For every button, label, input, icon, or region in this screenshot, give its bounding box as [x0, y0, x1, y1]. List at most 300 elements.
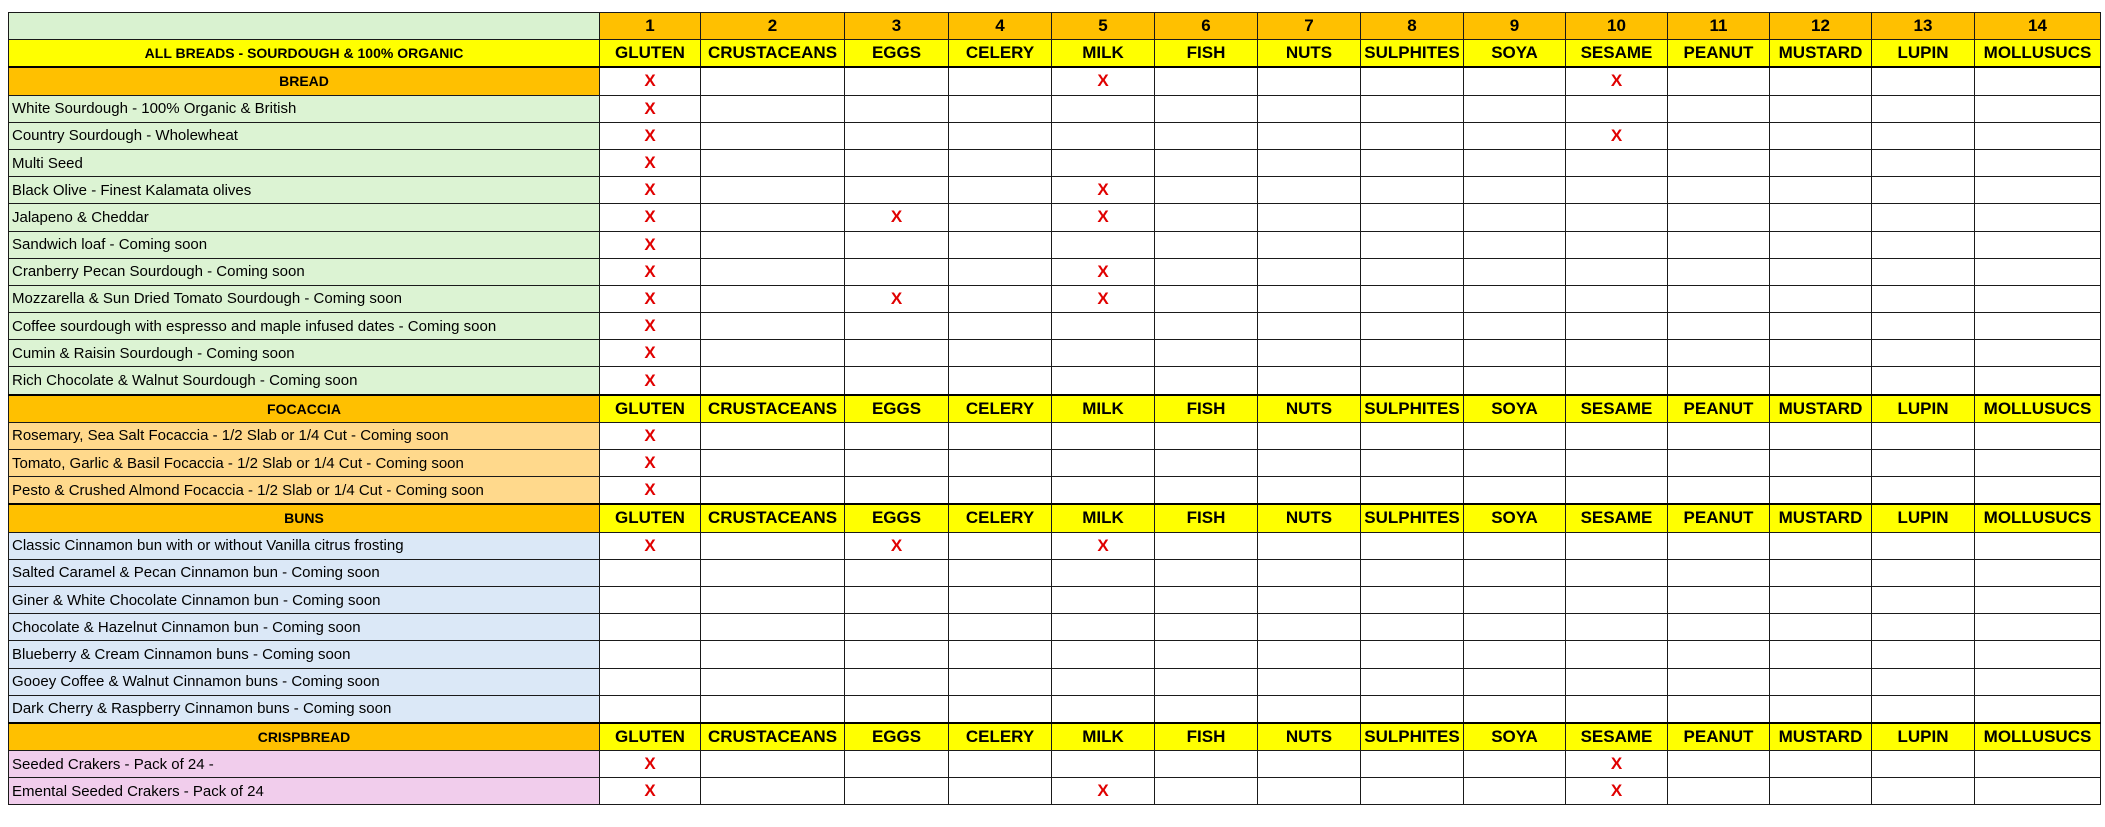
section-header-focaccia — [9, 395, 2101, 423]
allergen-cell — [949, 122, 1052, 149]
allergen-cell — [949, 614, 1052, 641]
allergen-cell — [1872, 751, 1975, 778]
allergen-cell — [701, 641, 845, 668]
allergen-cell — [1258, 450, 1361, 477]
allergen-cell — [1668, 532, 1770, 559]
table-row — [9, 340, 2101, 367]
allergen-cell — [1464, 204, 1566, 231]
allergen-cell — [1975, 67, 2101, 95]
allergen-cell — [1361, 450, 1464, 477]
allergen-cell — [1872, 122, 1975, 149]
allergen-cell — [845, 95, 949, 122]
allergen-number: 4 — [949, 13, 1052, 40]
allergen-header-crustaceans: CRUSTACEANS — [701, 504, 845, 532]
allergen-cell — [1052, 614, 1155, 641]
allergen-cell — [1464, 477, 1566, 505]
allergen-cell — [1464, 122, 1566, 149]
allergen-cell — [1975, 204, 2101, 231]
allergen-cell — [1668, 641, 1770, 668]
allergen-header-mollusucs: MOLLUSUCS — [1975, 40, 2101, 68]
allergen-cell — [949, 177, 1052, 204]
allergen-cell — [1770, 668, 1872, 695]
allergen-cell — [949, 367, 1052, 395]
allergen-cell — [1258, 586, 1361, 613]
allergen-cell — [1155, 695, 1258, 723]
allergen-cell — [1975, 695, 2101, 723]
allergen-cell — [1872, 695, 1975, 723]
allergen-cell — [845, 122, 949, 149]
allergen-cell — [1155, 95, 1258, 122]
allergen-header-eggs: EGGS — [845, 723, 949, 751]
allergen-cell: X — [1566, 67, 1668, 95]
section-header-bread — [9, 67, 2101, 95]
allergen-cell — [1361, 367, 1464, 395]
allergen-cell — [1361, 422, 1464, 449]
allergen-cell — [1668, 559, 1770, 586]
allergen-header-celery: CELERY — [949, 504, 1052, 532]
allergen-cell — [1975, 313, 2101, 340]
table-row — [9, 532, 2101, 559]
allergen-cell — [1872, 285, 1975, 312]
allergen-cell — [1668, 122, 1770, 149]
allergen-cell — [1464, 231, 1566, 258]
allergen-cell — [1872, 450, 1975, 477]
allergen-header-gluten: GLUTEN — [600, 723, 701, 751]
allergen-cell — [1872, 532, 1975, 559]
allergen-cell — [1668, 367, 1770, 395]
allergen-cell — [845, 778, 949, 805]
allergen-cell — [1975, 285, 2101, 312]
allergen-cell — [701, 177, 845, 204]
allergen-cell — [1155, 586, 1258, 613]
allergen-cell: X — [1052, 67, 1155, 95]
allergen-cell — [1975, 122, 2101, 149]
allergen-cell — [701, 614, 845, 641]
allergen-cell — [1668, 149, 1770, 176]
allergen-header-milk: MILK — [1052, 504, 1155, 532]
allergen-cell — [1258, 778, 1361, 805]
allergen-cell: X — [845, 204, 949, 231]
allergen-cell — [949, 313, 1052, 340]
allergen-cell — [1975, 258, 2101, 285]
allergen-cell — [845, 258, 949, 285]
allergen-cell — [1566, 313, 1668, 340]
allergen-cell — [1155, 668, 1258, 695]
allergen-header-nuts: NUTS — [1258, 395, 1361, 423]
allergen-cell — [1155, 340, 1258, 367]
allergen-cell — [701, 751, 845, 778]
allergen-cell — [1258, 67, 1361, 95]
allergen-number: 8 — [1361, 13, 1464, 40]
allergen-cell — [1668, 778, 1770, 805]
allergen-cell — [845, 751, 949, 778]
table-row — [9, 122, 2101, 149]
allergen-cell — [1052, 751, 1155, 778]
allergen-cell — [1464, 614, 1566, 641]
allergen-cell — [845, 668, 949, 695]
allergen-cell — [1566, 367, 1668, 395]
allergen-cell — [701, 778, 845, 805]
allergen-cell — [1361, 586, 1464, 613]
allergen-cell — [949, 532, 1052, 559]
allergen-cell — [1566, 204, 1668, 231]
allergen-cell — [1361, 231, 1464, 258]
allergen-header-fish: FISH — [1155, 395, 1258, 423]
allergen-cell — [1770, 559, 1872, 586]
allergen-header-soya: SOYA — [1464, 395, 1566, 423]
product-name: Rich Chocolate & Walnut Sourdough - Coming soon — [9, 367, 600, 395]
allergen-cell — [1258, 204, 1361, 231]
allergen-cell — [701, 532, 845, 559]
allergen-cell: X — [600, 422, 701, 449]
allergen-cell — [600, 559, 701, 586]
table-row — [9, 586, 2101, 613]
allergen-cell — [1258, 695, 1361, 723]
allergen-cell — [1155, 313, 1258, 340]
allergen-cell — [1566, 641, 1668, 668]
allergen-cell — [1770, 204, 1872, 231]
allergen-number: 7 — [1258, 13, 1361, 40]
allergen-cell — [1464, 532, 1566, 559]
allergen-header-celery: CELERY — [949, 723, 1052, 751]
allergen-cell — [1464, 177, 1566, 204]
product-name: Rosemary, Sea Salt Focaccia - 1/2 Slab or 1/4 Cut - Coming soon — [9, 422, 600, 449]
allergen-cell: X — [600, 95, 701, 122]
allergen-cell — [1872, 559, 1975, 586]
allergen-header-peanut: PEANUT — [1668, 40, 1770, 68]
allergen-number: 9 — [1464, 13, 1566, 40]
allergen-cell — [1361, 122, 1464, 149]
allergen-cell — [1361, 751, 1464, 778]
allergen-cell — [701, 340, 845, 367]
allergen-cell — [845, 695, 949, 723]
allergen-cell: X — [1052, 778, 1155, 805]
allergen-cell — [1872, 778, 1975, 805]
allergen-cell — [1464, 258, 1566, 285]
allergen-number: 10 — [1566, 13, 1668, 40]
allergen-cell — [1770, 122, 1872, 149]
allergen-header-mustard: MUSTARD — [1770, 40, 1872, 68]
allergen-cell — [845, 450, 949, 477]
allergen-cell — [1361, 614, 1464, 641]
allergen-cell — [1668, 231, 1770, 258]
allergen-cell — [1258, 614, 1361, 641]
allergen-cell — [701, 586, 845, 613]
allergen-cell — [1770, 586, 1872, 613]
allergen-header-sulphites: SULPHITES — [1361, 504, 1464, 532]
allergen-cell — [1361, 559, 1464, 586]
allergen-cell — [1052, 477, 1155, 505]
allergen-cell — [1770, 231, 1872, 258]
allergen-cell — [1361, 641, 1464, 668]
allergen-header-milk: MILK — [1052, 40, 1155, 68]
allergen-cell — [1052, 340, 1155, 367]
table-row — [9, 231, 2101, 258]
allergen-cell — [1566, 559, 1668, 586]
product-name: White Sourdough - 100% Organic & British — [9, 95, 600, 122]
allergen-cell — [1770, 285, 1872, 312]
allergen-cell — [1770, 422, 1872, 449]
allergen-cell — [1872, 614, 1975, 641]
allergen-cell — [1566, 231, 1668, 258]
allergen-header-fish: FISH — [1155, 40, 1258, 68]
allergen-cell — [1566, 695, 1668, 723]
allergen-cell — [949, 204, 1052, 231]
allergen-cell — [1361, 285, 1464, 312]
allergen-cell — [1052, 231, 1155, 258]
allergen-cell — [701, 695, 845, 723]
allergen-cell: X — [1052, 285, 1155, 312]
allergen-cell — [1566, 285, 1668, 312]
allergen-cell — [1566, 149, 1668, 176]
table-row — [9, 668, 2101, 695]
allergen-cell — [1872, 231, 1975, 258]
allergen-number: 12 — [1770, 13, 1872, 40]
allergen-cell — [949, 422, 1052, 449]
allergen-cell — [845, 313, 949, 340]
allergen-header-gluten: GLUTEN — [600, 504, 701, 532]
allergen-cell: X — [1052, 532, 1155, 559]
table-row — [9, 285, 2101, 312]
allergen-number: 11 — [1668, 13, 1770, 40]
allergen-cell — [1566, 450, 1668, 477]
allergen-cell — [1464, 422, 1566, 449]
allergen-header-soya: SOYA — [1464, 40, 1566, 68]
allergen-cell: X — [845, 532, 949, 559]
allergen-number: 1 — [600, 13, 701, 40]
allergen-cell — [845, 231, 949, 258]
allergen-cell — [949, 778, 1052, 805]
allergen-cell — [1975, 149, 2101, 176]
product-name: Jalapeno & Cheddar — [9, 204, 600, 231]
allergen-cell — [1975, 95, 2101, 122]
allergen-cell — [1155, 67, 1258, 95]
allergen-cell — [1052, 641, 1155, 668]
allergen-cell — [1155, 149, 1258, 176]
allergen-header-row — [9, 40, 2101, 68]
table-row — [9, 204, 2101, 231]
allergen-cell — [1155, 532, 1258, 559]
allergen-cell — [1052, 122, 1155, 149]
allergen-cell: X — [600, 778, 701, 805]
allergen-cell — [1770, 641, 1872, 668]
allergen-cell — [1258, 177, 1361, 204]
allergen-cell — [701, 668, 845, 695]
allergen-header-fish: FISH — [1155, 723, 1258, 751]
allergen-cell — [701, 122, 845, 149]
allergen-cell: X — [600, 231, 701, 258]
allergen-header-sesame: SESAME — [1566, 40, 1668, 68]
allergen-number: 5 — [1052, 13, 1155, 40]
allergen-cell — [701, 95, 845, 122]
allergen-cell — [949, 149, 1052, 176]
allergen-cell — [1770, 477, 1872, 505]
allergen-header-sesame: SESAME — [1566, 395, 1668, 423]
corner-cell — [9, 13, 600, 40]
allergen-cell — [845, 177, 949, 204]
allergen-cell — [1361, 258, 1464, 285]
allergen-header-mustard: MUSTARD — [1770, 504, 1872, 532]
allergen-cell — [1464, 367, 1566, 395]
product-name: Gooey Coffee & Walnut Cinnamon buns - Coming soon — [9, 668, 600, 695]
allergen-header-soya: SOYA — [1464, 504, 1566, 532]
allergen-cell — [1872, 95, 1975, 122]
allergen-cell — [1464, 340, 1566, 367]
allergen-cell — [1361, 67, 1464, 95]
allergen-cell — [845, 340, 949, 367]
allergen-cell: X — [1052, 258, 1155, 285]
allergen-cell — [701, 367, 845, 395]
allergen-cell — [845, 422, 949, 449]
product-name: Pesto & Crushed Almond Focaccia - 1/2 Slab or 1/4 Cut - Coming soon — [9, 477, 600, 505]
allergen-cell — [1770, 367, 1872, 395]
allergen-header-fish: FISH — [1155, 504, 1258, 532]
allergen-cell — [1361, 778, 1464, 805]
allergen-cell — [949, 559, 1052, 586]
allergen-cell — [1464, 695, 1566, 723]
allergen-header-milk: MILK — [1052, 395, 1155, 423]
allergen-cell — [1770, 67, 1872, 95]
allergen-cell — [1155, 450, 1258, 477]
allergen-cell — [1668, 668, 1770, 695]
allergen-header-nuts: NUTS — [1258, 723, 1361, 751]
allergen-number: 14 — [1975, 13, 2101, 40]
allergen-cell — [1155, 751, 1258, 778]
allergen-cell — [1361, 477, 1464, 505]
allergen-number: 3 — [845, 13, 949, 40]
allergen-cell — [1464, 668, 1566, 695]
allergen-cell — [949, 231, 1052, 258]
allergen-cell — [1464, 285, 1566, 312]
allergen-cell: X — [600, 67, 701, 95]
allergen-cell: X — [1566, 751, 1668, 778]
allergen-cell — [1770, 751, 1872, 778]
table-row — [9, 313, 2101, 340]
allergen-cell — [1464, 149, 1566, 176]
allergen-cell — [1872, 367, 1975, 395]
allergen-header-sulphites: SULPHITES — [1361, 40, 1464, 68]
allergen-cell: X — [600, 313, 701, 340]
product-name: Blueberry & Cream Cinnamon buns - Coming soon — [9, 641, 600, 668]
allergen-cell — [1770, 177, 1872, 204]
allergen-cell — [1566, 95, 1668, 122]
allergen-cell — [701, 149, 845, 176]
section-title: BUNS — [9, 504, 600, 532]
allergen-cell — [845, 586, 949, 613]
allergen-cell — [1258, 149, 1361, 176]
allergen-cell — [949, 67, 1052, 95]
allergen-cell — [1361, 204, 1464, 231]
allergen-cell: X — [600, 367, 701, 395]
allergen-cell — [600, 586, 701, 613]
table-row — [9, 367, 2101, 395]
allergen-cell — [1975, 751, 2101, 778]
allergen-cell — [1566, 258, 1668, 285]
allergen-cell — [949, 586, 1052, 613]
product-name: Coffee sourdough with espresso and maple infused dates - Coming soon — [9, 313, 600, 340]
allergen-cell — [1668, 258, 1770, 285]
allergen-header-lupin: LUPIN — [1872, 40, 1975, 68]
table-row — [9, 422, 2101, 449]
allergen-cell — [1975, 668, 2101, 695]
allergen-number: 13 — [1872, 13, 1975, 40]
allergen-header-sulphites: SULPHITES — [1361, 723, 1464, 751]
allergen-header-crustaceans: CRUSTACEANS — [701, 395, 845, 423]
allergen-cell — [1668, 204, 1770, 231]
allergen-cell — [1872, 641, 1975, 668]
allergen-header-soya: SOYA — [1464, 723, 1566, 751]
allergen-cell — [1872, 149, 1975, 176]
allergen-cell — [1052, 586, 1155, 613]
allergen-header-mustard: MUSTARD — [1770, 723, 1872, 751]
allergen-cell — [949, 668, 1052, 695]
allergen-cell — [1975, 614, 2101, 641]
table-row — [9, 559, 2101, 586]
allergen-cell — [1770, 532, 1872, 559]
allergen-cell — [1361, 668, 1464, 695]
allergen-cell — [600, 668, 701, 695]
allergen-cell — [949, 340, 1052, 367]
allergen-header-sulphites: SULPHITES — [1361, 395, 1464, 423]
allergen-cell — [1052, 367, 1155, 395]
allergen-cell — [1975, 477, 2101, 505]
allergen-cell — [1155, 367, 1258, 395]
allergen-cell: X — [600, 177, 701, 204]
allergen-cell — [1258, 477, 1361, 505]
allergen-header-crustaceans: CRUSTACEANS — [701, 40, 845, 68]
product-name: Black Olive - Finest Kalamata olives — [9, 177, 600, 204]
allergen-header-lupin: LUPIN — [1872, 395, 1975, 423]
product-name: Dark Cherry & Raspberry Cinnamon buns - Coming soon — [9, 695, 600, 723]
table-row — [9, 778, 2101, 805]
allergen-cell — [1872, 422, 1975, 449]
table-row — [9, 751, 2101, 778]
allergen-cell — [1770, 450, 1872, 477]
allergen-cell — [701, 67, 845, 95]
allergen-cell — [1258, 641, 1361, 668]
sheet-title: ALL BREADS - SOURDOUGH & 100% ORGANIC — [9, 40, 600, 68]
allergen-cell — [1668, 67, 1770, 95]
product-name: Seeded Crakers - Pack of 24 - — [9, 751, 600, 778]
allergen-cell — [1566, 422, 1668, 449]
allergen-cell — [1464, 95, 1566, 122]
allergen-cell: X — [1566, 122, 1668, 149]
allergen-header-eggs: EGGS — [845, 40, 949, 68]
allergen-cell — [1464, 641, 1566, 668]
allergen-cell — [1668, 313, 1770, 340]
allergen-cell — [1155, 285, 1258, 312]
allergen-cell: X — [1052, 204, 1155, 231]
allergen-header-peanut: PEANUT — [1668, 504, 1770, 532]
table-row — [9, 149, 2101, 176]
product-name: Tomato, Garlic & Basil Focaccia - 1/2 Slab or 1/4 Cut - Coming soon — [9, 450, 600, 477]
allergen-cell — [1975, 422, 2101, 449]
allergen-cell — [949, 450, 1052, 477]
allergen-number: 6 — [1155, 13, 1258, 40]
allergen-cell — [845, 67, 949, 95]
allergen-cell: X — [600, 122, 701, 149]
allergen-cell — [1975, 450, 2101, 477]
product-name: Mozzarella & Sun Dried Tomato Sourdough - Coming soon — [9, 285, 600, 312]
allergen-header-nuts: NUTS — [1258, 504, 1361, 532]
allergen-header-lupin: LUPIN — [1872, 723, 1975, 751]
product-name: Emental Seeded Crakers - Pack of 24 — [9, 778, 600, 805]
allergen-cell — [1872, 586, 1975, 613]
allergen-cell: X — [600, 340, 701, 367]
allergen-cell — [701, 477, 845, 505]
allergen-header-milk: MILK — [1052, 723, 1155, 751]
allergen-cell — [1668, 340, 1770, 367]
